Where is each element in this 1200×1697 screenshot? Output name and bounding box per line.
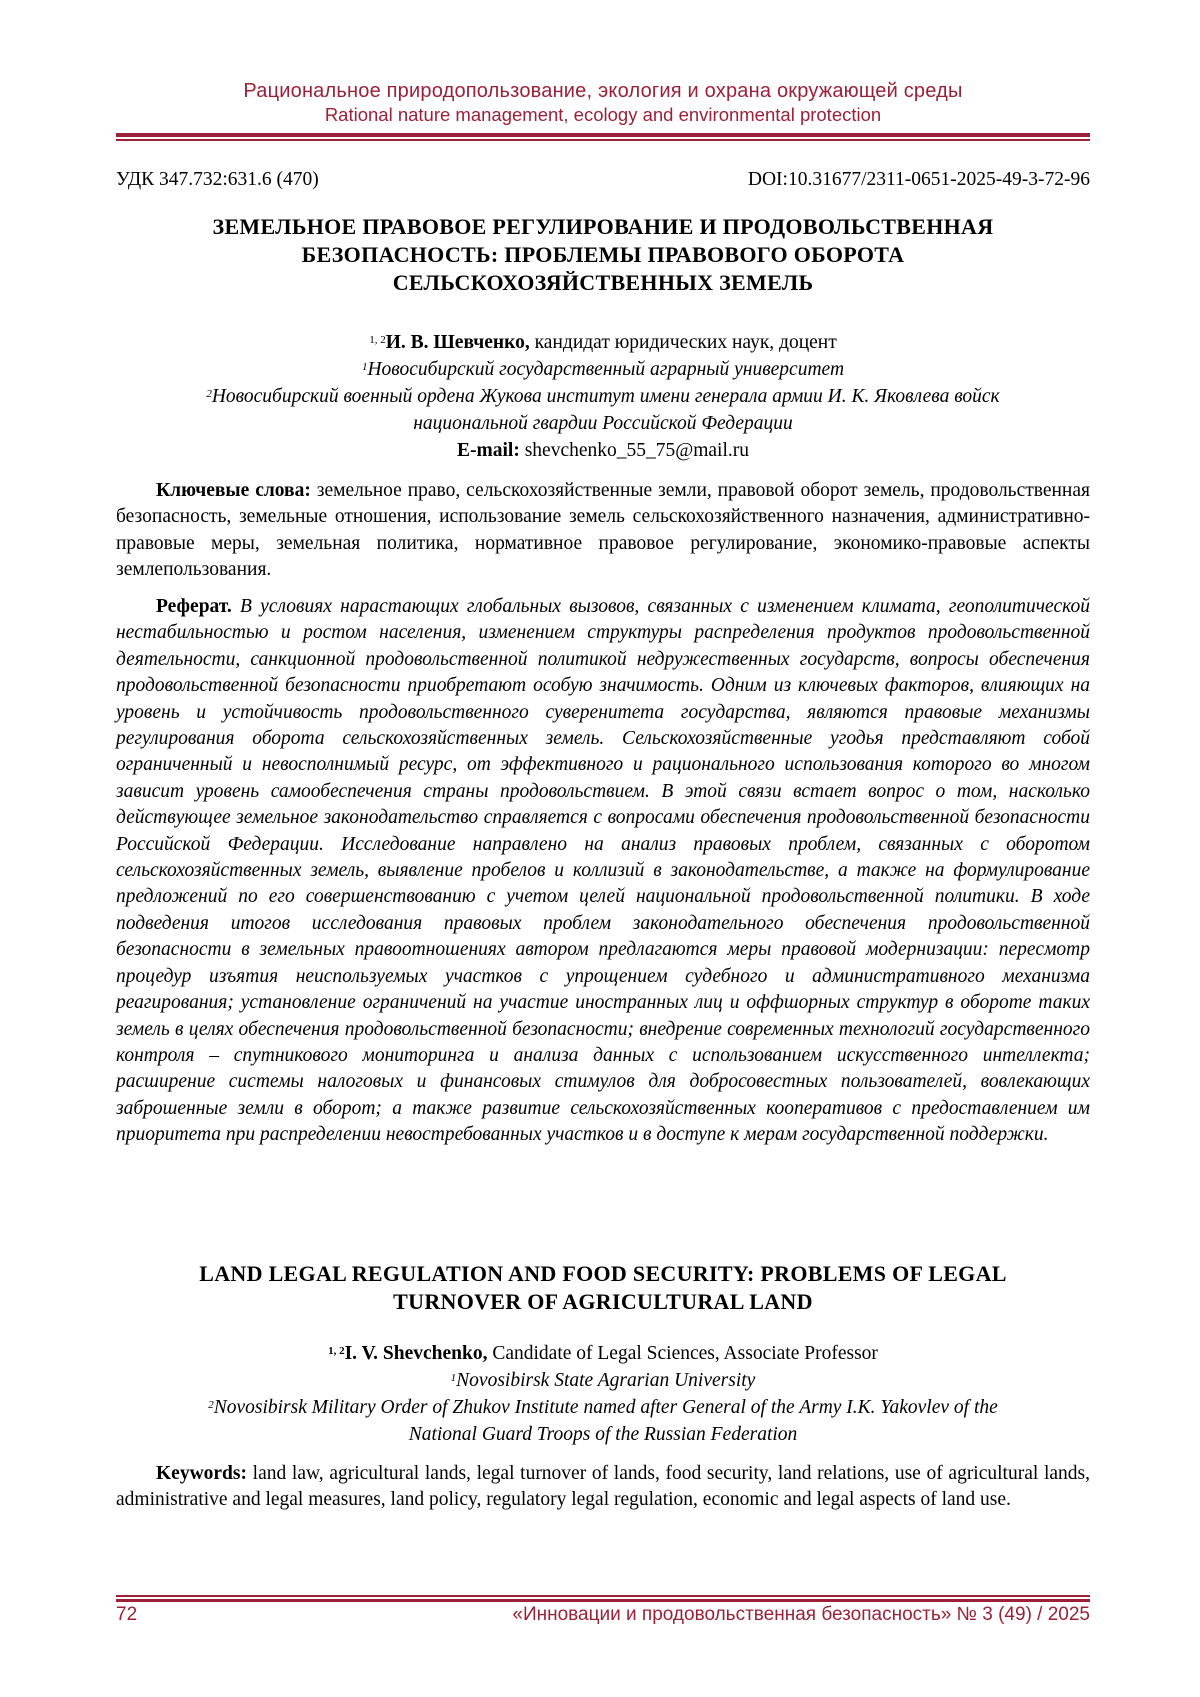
abstract-label: Реферат. bbox=[156, 596, 232, 617]
title-ru-line: СЕЛЬСКОХОЗЯЙСТВЕННЫХ ЗЕМЕЛЬ bbox=[392, 270, 814, 295]
keywords-en bbox=[116, 1461, 1090, 1514]
article-title-en bbox=[116, 1260, 1090, 1316]
journal-header-title-en: Rational nature management, ecology and environmental protection bbox=[324, 104, 882, 125]
title-en-line: TURNOVER OF AGRICULTURAL LAND bbox=[393, 1289, 813, 1314]
affil-sup: 1 bbox=[361, 361, 368, 373]
author-block-ru bbox=[116, 329, 1090, 464]
title-ru-line: ЗЕМЕЛЬНОЕ ПРАВОВОЕ РЕГУЛИРОВАНИЕ И ПРОДОВОЛЬСТВЕННАЯ bbox=[212, 214, 994, 239]
affiliation-1 bbox=[116, 356, 1090, 383]
header-rule-thick bbox=[116, 133, 1090, 137]
page-number: 72 bbox=[116, 1604, 138, 1625]
affil-sup: 1 bbox=[450, 1372, 457, 1384]
footer-rule-thick bbox=[116, 1599, 1090, 1602]
author-affil-sup: 1, 2 bbox=[328, 1345, 345, 1357]
title-ru-line: БЕЗОПАСНОСТЬ: ПРОБЛЕМЫ ПРАВОВОГО ОБОРОТА bbox=[301, 242, 905, 267]
author-line-ru bbox=[116, 329, 1090, 356]
journal-header bbox=[116, 78, 1090, 126]
affiliation-2-en-cont: National Guard Troops of the Russian Federation bbox=[408, 1424, 798, 1445]
author-degree: Candidate of Legal Sciences, Associate Professor bbox=[487, 1343, 878, 1364]
author-name: И. В. Шевченко, bbox=[385, 332, 530, 353]
author-name: I. V. Shevchenko, bbox=[344, 1343, 488, 1364]
affiliation-2-en-text: Novosibirsk Military Order of Zhukov Institute named after General of the Army I.K. Yakovlev of the bbox=[213, 1397, 998, 1418]
keywords-text-en: land law, agricultural lands, legal turnover of lands, food security, land relations, use of agricultural lands, administrative and legal measures, land policy, regulatory legal regulation, economic and legal aspects of land use. bbox=[116, 1463, 1090, 1511]
affiliation-2-text: Новосибирский военный ордена Жукова институт имени генерала армии И. К. Яковлева войск bbox=[211, 386, 1000, 407]
keywords-text: земельное право, сельскохозяйственные земли, правовой оборот земель, продовольственная безопасность, земельные отношения, использование земель сельскохозяйственного назначения, административно-правовые меры, земельная политика, нормативное правовое регулирование, экономико-правовые аспекты землепользования. bbox=[116, 480, 1090, 581]
journal-header-title-ru: Рациональное природопользование, экология и охрана окружающей среды bbox=[243, 80, 963, 102]
affiliation-1-en bbox=[116, 1367, 1090, 1394]
email-line bbox=[116, 437, 1090, 464]
title-en-line: LAND LEGAL REGULATION AND FOOD SECURITY: PROBLEMS OF LEGAL bbox=[199, 1261, 1007, 1286]
author-block-en bbox=[116, 1340, 1090, 1448]
affiliation-2 bbox=[116, 383, 1090, 410]
doi-link[interactable]: DOI:10.31677/2311-0651-2025-49-3-72-96 bbox=[747, 169, 1090, 190]
footer-rule-thin bbox=[116, 1595, 1090, 1597]
affiliation-2-cont: национальной гвардии Российской Федерации bbox=[413, 413, 793, 434]
keywords-ru bbox=[116, 478, 1090, 584]
affil-sup: 2 bbox=[208, 1399, 214, 1411]
affiliation-2-en bbox=[116, 1394, 1090, 1421]
article-title-ru bbox=[116, 213, 1090, 297]
udk-code: УДК 347.732:631.6 (470) bbox=[116, 169, 319, 190]
email-address[interactable]: shevchenko_55_75@mail.ru bbox=[519, 440, 749, 461]
abstract-text: В условиях нарастающих глобальных вызовов, связанных с изменением климата, геополитической нестабильностью и ростом населения, изменением структуры распределения продуктов продовольственной деятельности, санкционной продовольственной политикой недружественных государств, вопросы обеспечения продовольственной безопасности приобретают особую значимость. Одним из ключевых факторов, влияющих на уровень и устойчивость продовольственного суверенитета государства, являются правовые механизмы регулирования оборота сельскохозяйственных земель. Сельскохозяйственные угодья представляют собой ограниченный и невосполнимый ресурс, от эффективного и рационального использования которого во многом зависит уровень самообеспечения страны продовольствием. В этой связи встает вопрос о том, насколько действующее земельное законодательство справляется с вопросами обеспечения продовольственной безопасности Российской Федерации. Исследование направлено на анализ правовых проблем, связанных с оборотом сельскохозяйственных земель, выявление пробелов и коллизий в законодательстве, а также на формулирование предложений по его совершенствованию с учетом целей национальной продовольственной политики. В ходе подведения итогов исследования правовых проблем законодательного обеспечения продовольственной безопасности в земельных правоотношениях автором предлагаются меры правовой модернизации: пересмотр процедур изъятия неиспользуемых участков с упрощением судебного и административного механизма реагирования; установление ограничений на участие иностранных лиц и оффшорных структур в обороте таких земель в целях обеспечения продовольственной безопасности; внедрение современных технологий государственного контроля – спутникового мониторинга и анализа данных с использованием искусственного интеллекта; расширение системы налоговых и финансовых стимулов для добросовестных пользователей, вовлекающих заброшенные земли в оборот; а также развитие сельскохозяйственных кооперативов с предоставлением им приоритета при распределении невостребованных участков и в доступе к мерам государственной поддержки. bbox=[116, 596, 1090, 1146]
author-line-en bbox=[116, 1340, 1090, 1367]
keywords-label-en: Keywords: bbox=[156, 1463, 247, 1484]
journal-name: «Инновации и продовольственная безопасность» № 3 (49) / 2025 bbox=[512, 1604, 1090, 1625]
affil-sup: 2 bbox=[206, 388, 212, 400]
header-rule-thin bbox=[116, 139, 1090, 141]
author-affil-sup: 1, 2 bbox=[369, 334, 386, 346]
affiliation-1-en-text: Novosibirsk State Agrarian University bbox=[456, 1370, 756, 1391]
email-label: E-mail: bbox=[457, 440, 520, 461]
keywords-label: Ключевые слова: bbox=[156, 480, 311, 501]
affiliation-1-text: Новосибирский государственный аграрный университет bbox=[367, 359, 845, 380]
abstract-ru bbox=[116, 594, 1090, 1149]
author-degree: кандидат юридических наук, доцент bbox=[529, 332, 837, 353]
